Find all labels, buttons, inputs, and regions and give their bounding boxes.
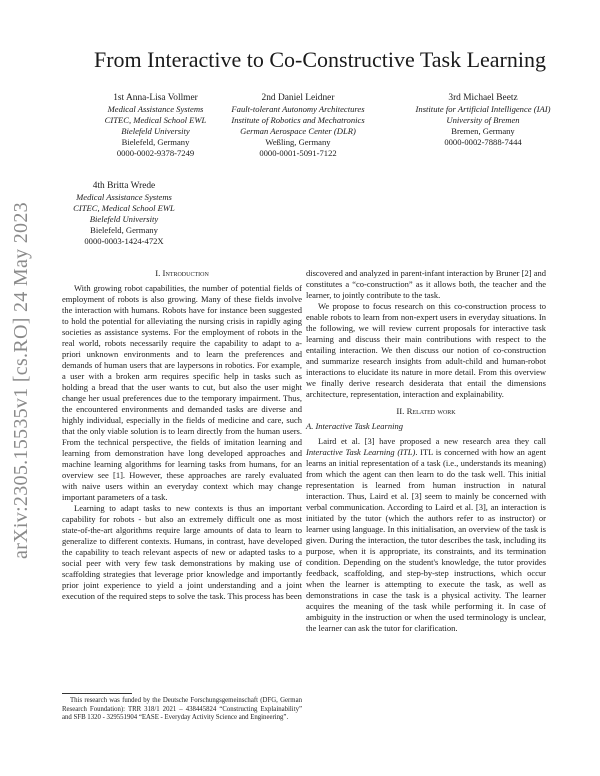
paragraph-text: Laird et al. [3] have proposed a new research area they call: [318, 436, 546, 447]
author-affiliation-line: Institute for Artificial Intelligence (IAI): [415, 104, 551, 114]
author-orcid: 0000-0003-1424-472X: [84, 236, 164, 246]
paragraph: discovered and analyzed in parent-infant interaction by Bruner [2] and constitutes a “co-construction” as it allows both, the teacher and the learner, to jointly contribute to the task.: [306, 268, 546, 301]
paragraph-text: . ITL is concerned with how an agent learns an initial representation of a task (i.e., understands its meaning) from which the agent can then learn to do the task well. This initial representation is learned from human instruction in natural interaction. Thus, Laird et al. [3] seem to mainly be concerned with verbal communication. According to Laird et al. [3], an interaction is initiated by the tutor (which the authors refer to as instructor) or learner using language. In this initialisation, an overview of the task is given. During the interaction, the tutor describes the task, including its purpose, when it is appropriate, its constraints, and its termination condition. Depending on the student's knowledge, the tutor provides feedback, scaffolding, and step-by-step instructions, which occur when the learner is attempting to execute the task, as well as demonstrations in case the task is a physical activity. The learner acquires the meaning of the task while performing it. In case of ambiguity in the instruction or when the used terminology is unclear, the learner can ask the tutor for clarification.: [306, 447, 546, 634]
author-location: Bremen, Germany: [451, 126, 515, 136]
author-affiliation-line: CITEC, Medical School EWL: [104, 115, 207, 125]
author-name: 1st Anna-Lisa Vollmer: [113, 93, 198, 103]
paragraph: [306, 436, 546, 634]
right-column: [306, 268, 546, 634]
author-affiliation-line: Fault-tolerant Autonomy Architectures: [231, 104, 365, 114]
author-affiliation-line: Bielefeld University: [121, 126, 190, 136]
section-heading-introduction: I. Introduction: [155, 268, 209, 278]
author-orcid: 0000-0002-7888-7444: [444, 137, 522, 147]
author-location: Bielefeld, Germany: [121, 137, 190, 147]
arxiv-stamp-text: arXiv:2305.15535v1 [cs.RO] 24 May 2023: [9, 201, 32, 559]
funding-footnote: [62, 697, 302, 723]
author-block-3: [383, 92, 583, 148]
author-location: Weßling, Germany: [265, 137, 331, 147]
paragraph: Learning to adapt tasks to new contexts is thus an important capability for robots - but also an extremely difficult one as most state-of-the-art algorithms require large amounts of data to learn to generalize to different contexts. Humans, in contrast, have developed the capability to teach relevant aspects of new or adapted tasks to a social peer with very few task demonstrations by making use of scaffolding strategies that leverage prior knowledge and importantly prior joint experience to yield a joint understanding and a joint execution of the required steps to solve the task. This process has been: [62, 503, 302, 602]
footnote-divider: [62, 693, 132, 694]
author-name: 3rd Michael Beetz: [448, 93, 518, 103]
author-name: 4th Britta Wrede: [92, 181, 156, 191]
term-italic: Interactive Task Learning (ITL): [306, 447, 416, 458]
author-orcid: 0000-0001-5091-7122: [259, 148, 337, 158]
author-affiliation-line: German Aerospace Center (DLR): [240, 126, 356, 136]
author-orcid: 0000-0002-9378-7249: [116, 148, 195, 158]
author-name: 2nd Daniel Leidner: [261, 93, 335, 103]
paragraph: With growing robot capabilities, the number of potential fields of employment of robots is also growing. Many of these fields involve the interaction with humans. Robots have for instance been suggested to hold the potential for alleviating the nursing crisis in rapidly aging societies as assistance systems. For the employment of robots in the real world, robots necessarily require the capability to adapt to a-priori unknown environments and to learn the preferences and demands of human users that are laypersons in robotics. For example, a user with a broken arm requires specific help in tasks such as holding a bread that the user wants to cut, but also the user might change her usual preferences due to the temporary impairment. Thus, the encountered environments and demanded tasks are diverse and highly individual, especially in the fields of medicine and care, such that the only viable solution is to learn directly from the human users. From the technical perspective, the fields of imitation learning and learning from demonstration have long developed approaches and machine learning algorithms for learning tasks from humans, for an overview see [1]. However, these approaches are rarely evaluated with naive users within an everyday context which may change important parameters of a task.: [62, 283, 302, 503]
author-block-2: [198, 92, 398, 159]
section-heading-related-work: II. Related work: [396, 406, 456, 417]
funding-footnote-text: This research was funded by the Deutsche Forschungsgemeinschaft (DFG, German Research Foundation): TRR 318/1 2021 – 438445824 “Constructing Explainability” and SFB 1320 - 329551904 “EASE - Everyday Activity Science and Engineering”.: [62, 697, 302, 722]
paragraph: We propose to focus research on this co-construction process to enable robots to learn from non-expert users in everyday situations. In the following, we will review current proposals for interactive task learning and discuss their main contributions with respect to the entailing interaction. We then discuss our notion of co-construction and summarize research insights from adult-child and human-robot interactions to elucidate its nature in more detail. From this overview we finally derive research desiderata that entail the dimensions architecture, representation, interaction and explainability.: [306, 301, 546, 400]
author-affiliation-line: Medical Assistance Systems: [107, 104, 204, 114]
author-location: Bielefeld, Germany: [90, 225, 158, 235]
subsection-heading: A. Interactive Task Learning: [306, 421, 403, 432]
author-affiliation-line: Medical Assistance Systems: [76, 192, 172, 202]
paper-title: From Interactive to Co-Constructive Task Learning: [94, 47, 546, 72]
author-affiliation-line: Institute of Robotics and Mechatronics: [231, 115, 365, 125]
author-affiliation-line: CITEC, Medical School EWL: [73, 203, 175, 213]
author-affiliation-line: University of Bremen: [446, 115, 520, 125]
author-affiliation-line: Bielefeld University: [89, 214, 159, 224]
left-column: [62, 268, 302, 602]
arxiv-stamp: [6, 170, 36, 590]
author-block-4: [44, 180, 204, 247]
